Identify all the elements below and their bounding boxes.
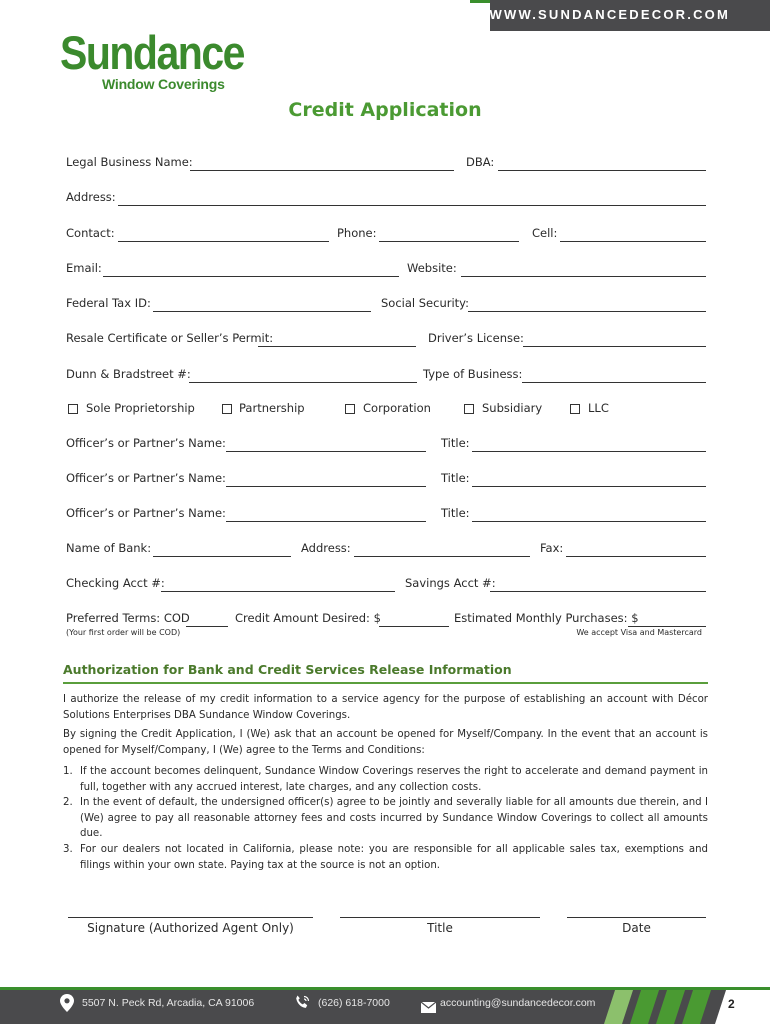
signature-line[interactable] <box>68 917 313 918</box>
bank-address-label: Address: <box>301 541 351 555</box>
dba-label: DBA: <box>466 155 495 169</box>
officer-title-label: Title: <box>441 506 470 520</box>
row-email <box>66 259 706 277</box>
row-officer-3 <box>66 504 706 522</box>
savings-acct-field[interactable] <box>490 591 706 592</box>
row-officer-2 <box>66 469 706 487</box>
federal-tax-id-label: Federal Tax ID: <box>66 296 151 310</box>
dunn-bradstreet-label: Dunn & Bradstreet #: <box>66 367 191 381</box>
row-accounts <box>66 574 706 592</box>
logo-main-text: Sundance <box>60 26 244 80</box>
row-bank <box>66 539 706 557</box>
address-field[interactable] <box>118 205 706 206</box>
accept-cards-note: We accept Visa and Mastercard <box>576 628 702 637</box>
legal-business-name-label: Legal Business Name: <box>66 155 193 169</box>
fax-label: Fax: <box>540 541 564 555</box>
terms-item-number: 3. <box>63 844 73 855</box>
phone-icon <box>294 994 311 1015</box>
partnership-checkbox[interactable] <box>222 404 232 414</box>
monthly-purchases-label: Estimated Monthly Purchases: $ <box>454 611 639 625</box>
cell-field[interactable] <box>560 241 706 242</box>
officer-title-label: Title: <box>441 436 470 450</box>
social-security-label: Social Security: <box>381 296 470 310</box>
phone-field[interactable] <box>379 241 519 242</box>
llc-checkbox[interactable] <box>570 404 580 414</box>
website-url[interactable]: WWW.SUNDANCEDECOR.COM <box>489 7 730 22</box>
federal-tax-id-field[interactable] <box>153 311 371 312</box>
checking-acct-field[interactable] <box>161 591 395 592</box>
officer-name-label: Officer’s or Partner’s Name: <box>66 471 226 485</box>
address-label: Address: <box>66 190 116 204</box>
authorization-divider <box>63 682 708 684</box>
officer-title-field[interactable] <box>472 486 706 487</box>
officer-title-field[interactable] <box>472 521 706 522</box>
row-business-type <box>66 399 706 417</box>
location-pin-icon <box>60 994 74 1016</box>
subsidiary-checkbox[interactable] <box>464 404 474 414</box>
footer-email[interactable]: accounting@sundancedecor.com <box>440 997 596 1009</box>
officer-name-field[interactable] <box>226 486 426 487</box>
name-of-bank-field[interactable] <box>153 556 291 557</box>
monthly-purchases-field[interactable] <box>628 626 706 627</box>
email-field[interactable] <box>103 276 399 277</box>
authorization-paragraph-2: By signing the Credit Application, I (We) ask that an account be opened for Myself/Company. In the event that an account is opened for Myself/Company, I (We) agree to the Terms and Conditions: <box>63 729 708 756</box>
date-line[interactable] <box>567 917 706 918</box>
drivers-license-field[interactable] <box>523 346 706 347</box>
social-security-field[interactable] <box>468 311 706 312</box>
llc-label: LLC <box>588 401 609 415</box>
terms-item-3 <box>63 842 708 873</box>
contact-field[interactable] <box>118 241 329 242</box>
sole-proprietorship-label: Sole Proprietorship <box>86 401 195 415</box>
footer-phone[interactable]: (626) 618-7000 <box>318 997 390 1009</box>
signature-title-label: Title <box>427 921 453 935</box>
subsidiary-label: Subsidiary <box>482 401 543 415</box>
name-of-bank-label: Name of Bank: <box>66 541 152 555</box>
terms-item-text: If the account becomes delinquent, Sundance Window Coverings reserves the right to accelerate and demand payment in full, together with any accrued interest, late charges, and any collection costs. <box>80 766 708 793</box>
type-of-business-field[interactable] <box>522 382 706 383</box>
website-label: Website: <box>407 261 457 275</box>
email-label: Email: <box>66 261 102 275</box>
sole-proprietorship-checkbox[interactable] <box>68 404 78 414</box>
row-resale <box>66 329 706 347</box>
website-field[interactable] <box>461 276 706 277</box>
credit-amount-field[interactable] <box>379 626 449 627</box>
terms-item-text: In the event of default, the undersigned officer(s) agree to be jointly and severally liable for all amounts due therein, and I (We) agree to pay all reasonable attorney fees and costs incurred by Sundance Window Coverings to collect all amounts due. <box>80 797 708 839</box>
signature-label: Signature (Authorized Agent Only) <box>87 921 294 935</box>
officer-name-label: Officer’s or Partner’s Name: <box>66 506 226 520</box>
terms-item-2 <box>63 795 708 842</box>
resale-certificate-field[interactable] <box>258 346 416 347</box>
bank-address-field[interactable] <box>354 556 530 557</box>
row-dunn <box>66 365 706 383</box>
contact-label: Contact: <box>66 226 115 240</box>
legal-business-name-field[interactable] <box>190 170 454 171</box>
savings-acct-label: Savings Acct #: <box>405 576 496 590</box>
dunn-bradstreet-field[interactable] <box>189 382 417 383</box>
officer-name-field[interactable] <box>226 451 426 452</box>
footer-accent-stripe <box>0 987 770 990</box>
dba-field[interactable] <box>498 170 706 171</box>
credit-amount-label: Credit Amount Desired: $ <box>235 611 381 625</box>
envelope-icon <box>421 998 436 1017</box>
officer-title-label: Title: <box>441 471 470 485</box>
page-number: 2 <box>728 997 735 1011</box>
terms-item-1 <box>63 764 708 795</box>
preferred-terms-label: Preferred Terms: COD <box>66 611 190 625</box>
page-title: Credit Application <box>288 99 482 121</box>
drivers-license-label: Driver’s License: <box>428 331 524 345</box>
first-order-note: (Your first order will be COD) <box>66 628 181 637</box>
authorization-title: Authorization for Bank and Credit Services Release Information <box>63 662 512 677</box>
row-officer-1 <box>66 434 706 452</box>
row-address <box>66 188 706 206</box>
resale-certificate-label: Resale Certificate or Seller’s Permit: <box>66 331 274 345</box>
logo-sub-text: Window Coverings <box>102 76 225 92</box>
corporation-checkbox[interactable] <box>345 404 355 414</box>
row-legal-name <box>66 153 706 171</box>
title-signature-line[interactable] <box>340 917 540 918</box>
corporation-label: Corporation <box>363 401 431 415</box>
phone-label: Phone: <box>337 226 377 240</box>
sundance-logo <box>60 26 244 92</box>
officer-name-field[interactable] <box>226 521 426 522</box>
officer-title-field[interactable] <box>472 451 706 452</box>
footer-address: 5507 N. Peck Rd, Arcadia, CA 91006 <box>82 997 255 1009</box>
authorization-paragraph-1: I authorize the release of my credit information to a service agency for the purpose of establishing an account with Décor Solutions Enterprises DBA Sundance Window Coverings. <box>63 694 708 721</box>
fax-field[interactable] <box>566 556 706 557</box>
type-of-business-label: Type of Business: <box>423 367 523 381</box>
row-contact <box>66 224 706 242</box>
preferred-terms-field[interactable] <box>186 626 228 627</box>
terms-item-number: 2. <box>63 797 73 808</box>
terms-item-number: 1. <box>63 766 73 777</box>
cell-label: Cell: <box>532 226 558 240</box>
checking-acct-label: Checking Acct #: <box>66 576 165 590</box>
partnership-label: Partnership <box>239 401 305 415</box>
signature-date-label: Date <box>622 921 651 935</box>
terms-item-text: For our dealers not located in California, please note: you are responsible for all applicable sales tax, exemptions and filings within your own state. Paying tax at the source is not an option. <box>80 844 708 871</box>
row-terms <box>66 609 706 627</box>
row-tax <box>66 294 706 312</box>
officer-name-label: Officer’s or Partner’s Name: <box>66 436 226 450</box>
